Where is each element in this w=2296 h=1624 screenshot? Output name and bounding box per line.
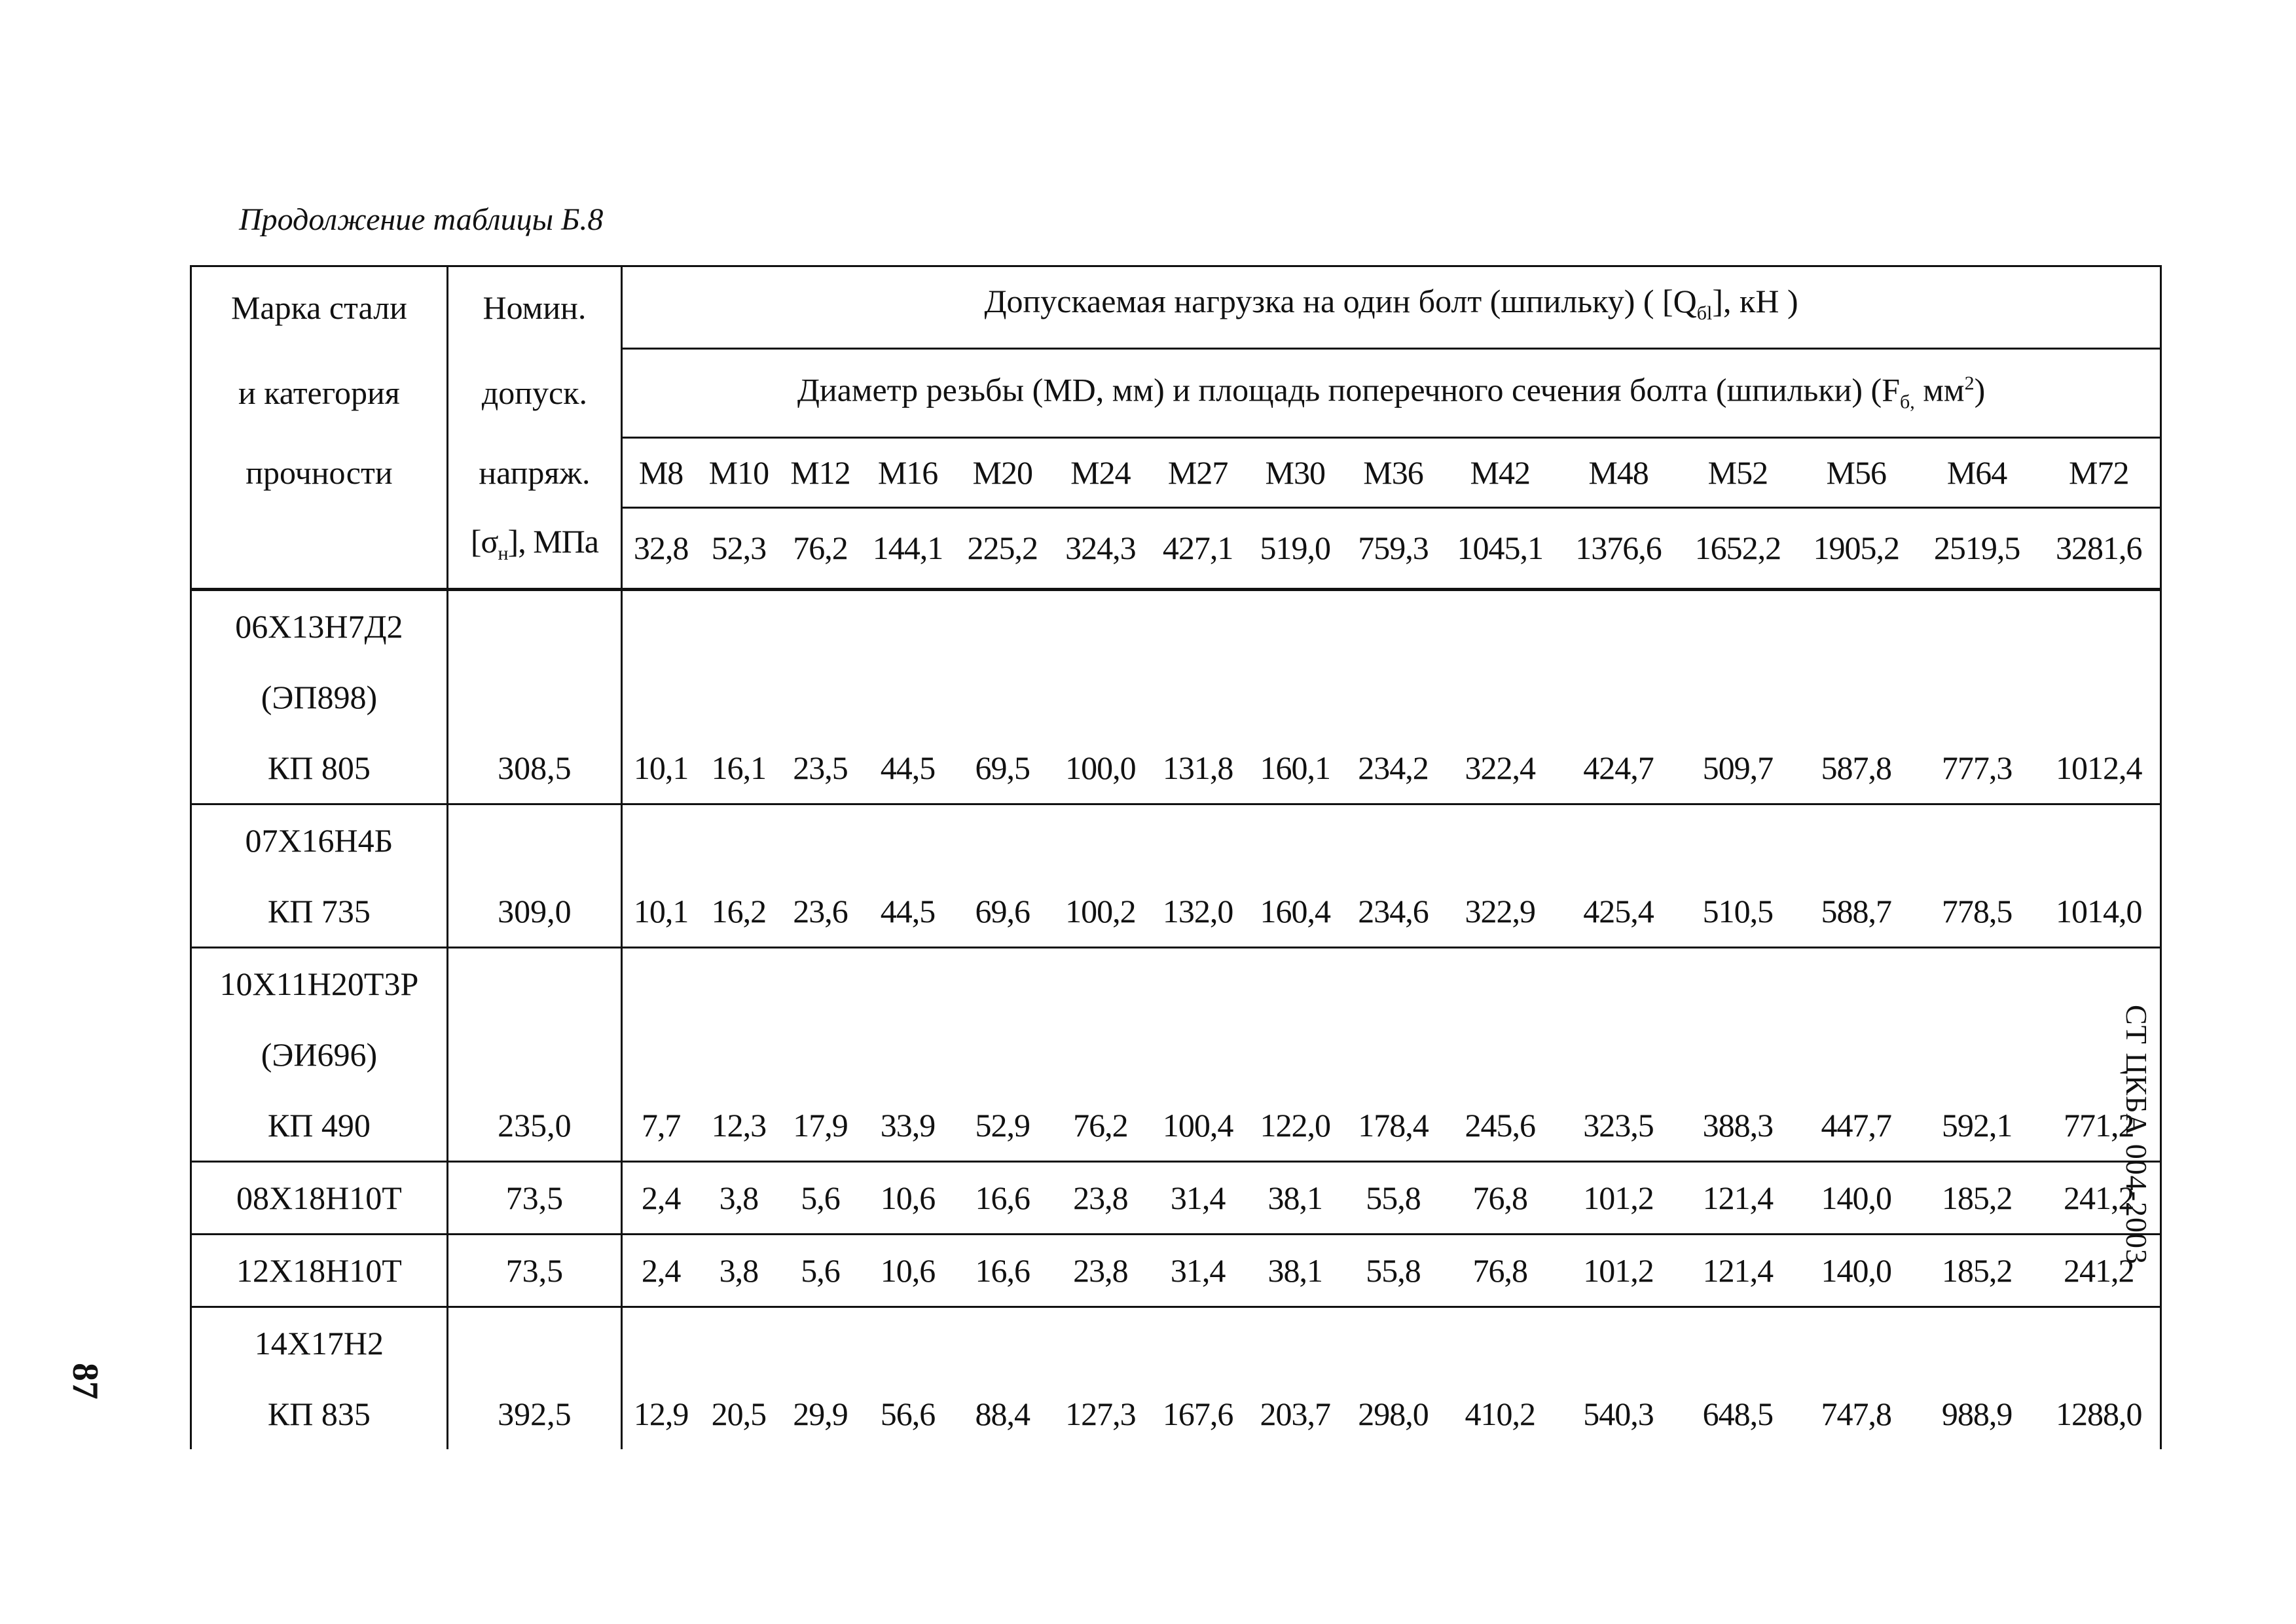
table-row — [191, 1162, 2161, 1235]
load-value: 20,5 — [711, 1396, 767, 1433]
load-value: 121,4 — [1679, 1162, 1796, 1235]
load-value: 31,4 — [1149, 1162, 1247, 1235]
load-value — [622, 804, 2161, 876]
allowable-stress — [447, 804, 621, 876]
load-value: 5,6 — [778, 1162, 863, 1235]
allowable-stress — [447, 948, 621, 1020]
table-row — [191, 804, 2161, 876]
load-value: 388,3 — [1679, 1090, 1796, 1162]
cross-section-area: 225,2 — [953, 507, 1052, 590]
table-row — [191, 590, 2161, 662]
table-caption: Продолжение таблицы Б.8 — [239, 202, 604, 237]
load-value: 55,8 — [1344, 1235, 1443, 1307]
load-value: 3,8 — [699, 1235, 778, 1307]
cross-section-area: 3281,6 — [2038, 507, 2161, 590]
load-value: 7,7 — [622, 1090, 700, 1162]
load-value: 69,5 — [953, 732, 1052, 804]
stress-header-line: допуск. — [447, 349, 621, 438]
cross-section-area: 144,1 — [862, 507, 953, 590]
steel-grade: 12Х18Н10Т — [191, 1235, 448, 1307]
document-code: СТ ЦКБА 004-2003 — [2120, 1005, 2153, 1265]
table-row — [191, 1379, 2161, 1449]
diameter-title: Диаметр резьбы (MD, мм) и площадь поперечного сечения болта (шпильки) ($F_{б,}$ $мм^2$) — [622, 349, 2161, 438]
load-value: 245,6 — [1442, 1090, 1558, 1162]
cross-section-area: 1376,6 — [1558, 507, 1679, 590]
header-row — [191, 266, 2161, 349]
load-value: 203,7 — [1260, 1396, 1331, 1433]
allowable-stress — [447, 1307, 621, 1379]
grade-header-line — [191, 507, 448, 590]
load-value: 69,6 — [953, 876, 1052, 948]
table-row — [191, 1019, 2161, 1090]
load-value — [622, 1307, 2161, 1379]
thread-size: M48 — [1558, 437, 1679, 507]
load-value: 447,7 — [1796, 1090, 1916, 1162]
load-value: 29,9 — [793, 1396, 848, 1433]
load-value: 23,8 — [1052, 1162, 1150, 1235]
load-value: 323,5 — [1558, 1090, 1679, 1162]
steel-grade: 08Х18Н10Т — [191, 1162, 448, 1235]
thread-size: M16 — [862, 437, 953, 507]
load-value — [622, 662, 2161, 732]
thread-size: M36 — [1344, 437, 1443, 507]
load-value: 76,8 — [1442, 1162, 1558, 1235]
load-value — [622, 590, 2161, 662]
load-value: 38,1 — [1247, 1235, 1344, 1307]
load-value: 1288,0 — [2038, 1379, 2161, 1449]
load-value: 588,7 — [1796, 876, 1916, 948]
load-value: 322,9 — [1442, 876, 1558, 948]
steel-grade: 10Х11Н20Т3Р — [191, 948, 448, 1020]
load-value: 2,4 — [622, 1162, 700, 1235]
stress-header-line: $[\sigma_н]$, МПа — [447, 507, 621, 590]
grade-header-line: прочности — [191, 437, 448, 507]
table-row — [191, 948, 2161, 1020]
load-value: 16,1 — [699, 732, 778, 804]
thread-size: M10 — [699, 437, 778, 507]
cross-section-area: 759,3 — [1344, 507, 1443, 590]
load-value: 31,4 — [1149, 1235, 1247, 1307]
table-row — [191, 662, 2161, 732]
thread-size: M64 — [1916, 437, 2038, 507]
thread-size: M42 — [1442, 437, 1558, 507]
load-value: 100,0 — [1052, 732, 1150, 804]
load-value: 185,2 — [1916, 1162, 2038, 1235]
grade-header-line: и категория — [191, 349, 448, 438]
load-value: 101,2 — [1558, 1235, 1679, 1307]
load-value: 140,0 — [1796, 1162, 1916, 1235]
load-value: 56,6 — [880, 1396, 936, 1433]
steel-grade: (ЭИ696) — [191, 1019, 448, 1090]
load-value: 777,3 — [1916, 732, 2038, 804]
stress-header-line: напряж. — [447, 437, 621, 507]
load-value: 52,9 — [953, 1090, 1052, 1162]
cross-section-area: 52,3 — [699, 507, 778, 590]
allowable-stress — [447, 1019, 621, 1090]
load-value: 10,6 — [862, 1235, 953, 1307]
load-value: 76,8 — [1442, 1235, 1558, 1307]
load-value: 234,2 — [1344, 732, 1443, 804]
load-value: 33,9 — [862, 1090, 953, 1162]
load-value: 988,9 — [1941, 1396, 2013, 1433]
load-value: 44,5 — [862, 732, 953, 804]
load-value: 127,3 — [1065, 1396, 1136, 1433]
allowable-stress: 308,5 — [447, 732, 621, 804]
load-value: 425,4 — [1558, 876, 1679, 948]
load-value: 12,9 — [622, 1379, 700, 1449]
allowable-stress: 309,0 — [447, 876, 621, 948]
table-row — [191, 732, 2161, 804]
load-value: 55,8 — [1344, 1162, 1443, 1235]
load-value: 1012,4 — [2038, 732, 2161, 804]
allowable-stress — [447, 662, 621, 732]
steel-grade: 14Х17Н2 — [191, 1307, 448, 1379]
load-value: 234,6 — [1344, 876, 1443, 948]
steel-grade: 07Х16Н4Б — [191, 804, 448, 876]
load-value: 23,5 — [778, 732, 863, 804]
sizes-row — [191, 437, 2161, 507]
load-value: 424,7 — [1558, 732, 1679, 804]
load-value: 23,6 — [778, 876, 863, 948]
load-value: 592,1 — [1916, 1090, 2038, 1162]
load-value: 178,4 — [1344, 1090, 1443, 1162]
load-value: 17,9 — [778, 1090, 863, 1162]
load-value: 100,2 — [1052, 876, 1150, 948]
table-row — [191, 876, 2161, 948]
grade-header-line: Марка стали — [191, 266, 448, 349]
load-value: 10,6 — [862, 1162, 953, 1235]
load-value: 122,0 — [1247, 1090, 1344, 1162]
thread-size: M12 — [778, 437, 863, 507]
load-value: 241,2 — [2038, 1162, 2161, 1235]
load-value: 16,6 — [953, 1162, 1052, 1235]
table-row — [191, 1090, 2161, 1162]
cross-section-area: 324,3 — [1052, 507, 1150, 590]
load-value: 410,2 — [1465, 1396, 1535, 1433]
thread-size: M52 — [1679, 437, 1796, 507]
allowable-stress: 73,5 — [447, 1235, 621, 1307]
load-value: 160,1 — [1247, 732, 1344, 804]
load-value: 16,6 — [953, 1235, 1052, 1307]
thread-size: M20 — [953, 437, 1052, 507]
load-value: 101,2 — [1558, 1162, 1679, 1235]
load-value: 509,7 — [1679, 732, 1796, 804]
thread-size: M30 — [1247, 437, 1344, 507]
steel-grade: КП 805 — [191, 732, 448, 804]
load-value: 23,8 — [1052, 1235, 1150, 1307]
load-value: 1014,0 — [2038, 876, 2161, 948]
load-value: 648,5 — [1702, 1396, 1774, 1433]
load-value: 10,1 — [622, 732, 700, 804]
load-value: 131,8 — [1149, 732, 1247, 804]
load-value: 132,0 — [1149, 876, 1247, 948]
cross-section-area: 76,2 — [778, 507, 863, 590]
cross-section-area: 1045,1 — [1442, 507, 1558, 590]
thread-size: M72 — [2038, 437, 2161, 507]
load-value: 44,5 — [862, 876, 953, 948]
steel-grade: 06Х13Н7Д2 — [191, 590, 448, 662]
stress-header-line: Номин. — [447, 266, 621, 349]
load-value: 2,4 — [622, 1235, 700, 1307]
load-value: 771,2 — [2038, 1090, 2161, 1162]
load-title: Допускаемая нагрузка на один болт (шпильку) ( $[Q_{бl}]$, кН ) — [622, 266, 2161, 349]
allowable-stress — [447, 590, 621, 662]
cross-section-area: 32,8 — [622, 507, 700, 590]
load-value: 10,1 — [622, 876, 700, 948]
load-value: 241,2 — [2038, 1235, 2161, 1307]
steel-grade: КП 735 — [191, 876, 448, 948]
load-value: 185,2 — [1916, 1235, 2038, 1307]
cross-section-area: 1905,2 — [1796, 507, 1916, 590]
allowable-stress: 392,5 — [447, 1379, 621, 1449]
load-value: 100,4 — [1149, 1090, 1247, 1162]
steel-grade: КП 835 — [191, 1379, 448, 1449]
load-value: 121,4 — [1679, 1235, 1796, 1307]
bolt-load-table — [190, 265, 2162, 1449]
page-number: 87 — [65, 1363, 105, 1399]
thread-size: M8 — [622, 437, 700, 507]
load-value — [622, 1019, 2161, 1090]
areas-row — [191, 507, 2161, 590]
thread-size: M24 — [1052, 437, 1150, 507]
load-value: 160,4 — [1247, 876, 1344, 948]
header-row — [191, 349, 2161, 438]
cross-section-area: 2519,5 — [1916, 507, 2038, 590]
thread-size: M27 — [1149, 437, 1247, 507]
cross-section-area: 427,1 — [1149, 507, 1247, 590]
load-value: 540,3 — [1583, 1396, 1654, 1433]
load-value: 587,8 — [1796, 732, 1916, 804]
allowable-stress: 73,5 — [447, 1162, 621, 1235]
thread-size: M56 — [1796, 437, 1916, 507]
load-value: 88,4 — [975, 1396, 1030, 1433]
allowable-stress: 235,0 — [447, 1090, 621, 1162]
load-value — [622, 948, 2161, 1020]
load-value: 76,2 — [1052, 1090, 1150, 1162]
load-value: 747,8 — [1821, 1396, 1891, 1433]
load-value: 38,1 — [1247, 1162, 1344, 1235]
load-value: 298,0 — [1358, 1396, 1429, 1433]
table-row — [191, 1235, 2161, 1307]
load-value: 3,8 — [699, 1162, 778, 1235]
table-row — [191, 1307, 2161, 1379]
steel-grade: (ЭП898) — [191, 662, 448, 732]
load-value: 778,5 — [1916, 876, 2038, 948]
load-value: 12,3 — [699, 1090, 778, 1162]
load-value: 16,2 — [699, 876, 778, 948]
load-value: 140,0 — [1796, 1235, 1916, 1307]
steel-grade: КП 490 — [191, 1090, 448, 1162]
load-value: 5,6 — [778, 1235, 863, 1307]
load-value: 167,6 — [1162, 1396, 1233, 1433]
load-value: 510,5 — [1679, 876, 1796, 948]
cross-section-area: 1652,2 — [1679, 507, 1796, 590]
load-value: 322,4 — [1442, 732, 1558, 804]
cross-section-area: 519,0 — [1247, 507, 1344, 590]
